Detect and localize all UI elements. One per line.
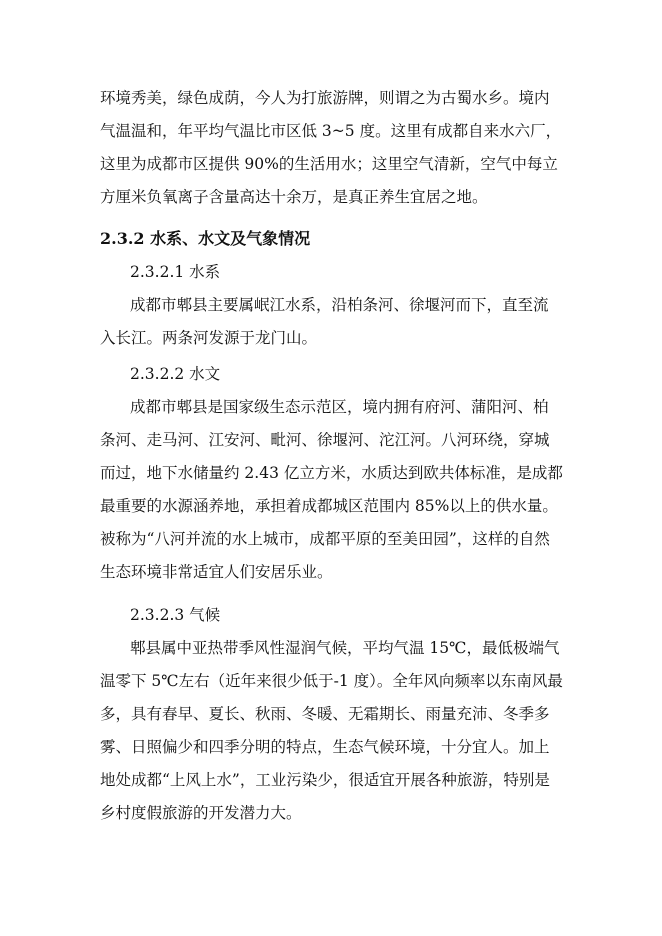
paragraph-line: 入长江。两条河发源于龙门山。 bbox=[100, 329, 318, 347]
paragraph-line: 温零下 5℃左右（近年来很少低于-1 度）。全年风向频率以东南风最 bbox=[100, 672, 563, 690]
subsection-title-climate: 2.3.2.3 气候 bbox=[130, 606, 221, 624]
subsection-title-hydrology: 2.3.2.2 水文 bbox=[130, 365, 221, 383]
section-heading: 2.3.2 水系、水文及气象情况 bbox=[100, 229, 311, 248]
intro-line: 这里为成都市区提供 90%的生活用水；这里空气清新，空气中每立 bbox=[100, 155, 558, 173]
paragraph-line: 郫县属中亚热带季风性湿润气候，平均气温 15℃，最低极端气 bbox=[130, 639, 560, 657]
paragraph-line: 生态环境非常适宜人们安居乐业。 bbox=[100, 563, 333, 581]
intro-line: 方厘米负氧离子含量高达十余万，是真正养生宜居之地。 bbox=[100, 188, 488, 206]
paragraph-line: 被称为“八河并流的水上城市，成都平原的至美田园”，这样的自然 bbox=[100, 530, 550, 548]
intro-line: 气温温和，年平均气温比市区低 3~5 度。这里有成都自来水六厂， bbox=[100, 122, 562, 140]
paragraph-line: 地处成都“上风上水”，工业污染少，很适宜开展各种旅游，特别是 bbox=[100, 771, 550, 789]
subsection-title-water-system: 2.3.2.1 水系 bbox=[130, 263, 221, 281]
paragraph-line: 乡村度假旅游的开发潜力大。 bbox=[100, 804, 302, 822]
paragraph-line: 而过，地下水储量约 2.43 亿立方米，水质达到欧共体标准，是成都 bbox=[100, 464, 563, 482]
paragraph-line: 最重要的水源涵养地，承担着成都城区范围内 85%以上的供水量。 bbox=[100, 497, 558, 515]
intro-line: 环境秀美，绿色成荫，今人为打旅游牌，则谓之为古蜀水乡。境内 bbox=[100, 89, 550, 107]
paragraph-line: 雾、日照偏少和四季分明的特点，生态气候环境，十分宜人。加上 bbox=[100, 738, 550, 756]
paragraph-line: 成都市郫县是国家级生态示范区，境内拥有府河、蒲阳河、柏 bbox=[130, 398, 549, 416]
paragraph-line: 条河、走马河、江安河、毗河、徐堰河、沱江河。八河环绕，穿城 bbox=[100, 431, 550, 449]
paragraph-line: 成都市郫县主要属岷江水系，沿柏条河、徐堰河而下，直至流 bbox=[130, 296, 549, 314]
paragraph-line: 多，具有春早、夏长、秋雨、冬暖、无霜期长、雨量充沛、冬季多 bbox=[100, 705, 550, 723]
